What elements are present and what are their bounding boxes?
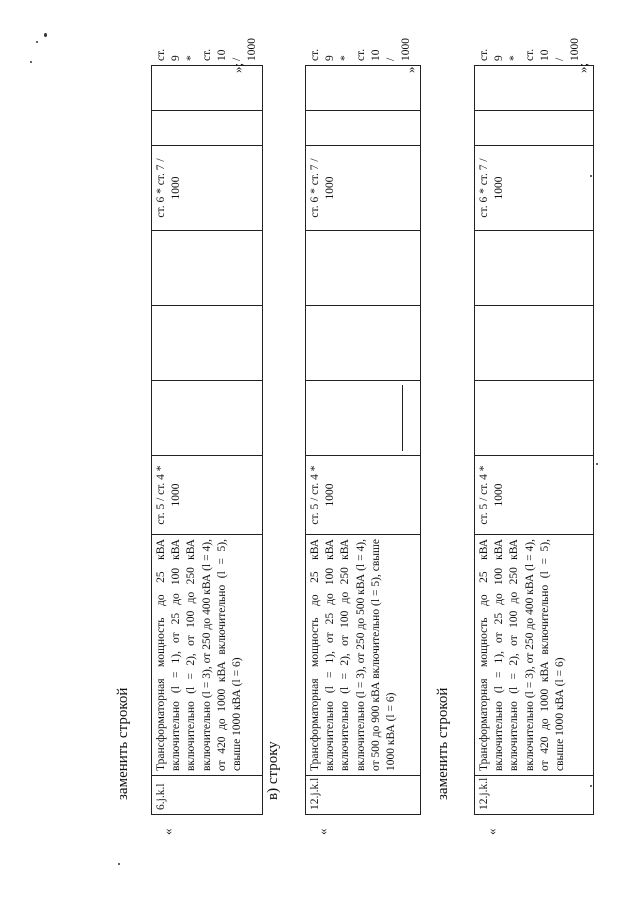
empty-cell [475, 381, 594, 456]
scan-speck [30, 61, 32, 63]
formula-cell: ст. 5 / ст. 4 * 1000 [475, 456, 594, 535]
table-row-2: 12.j.k.l Трансформаторная мощность до 25 кВА включительно (l = 1), от 25 до 100 кВА включительно (l = 2), от 100 до 250 кВА включительно (l = 3), от 250 до 500 кВА (l = 4), от 500 до 900 кВА включительно (l = 5), свыше 1000 кВА (l = 6) ст. 5 / ст. 4 * 1000 ст. 6 * ст. 7 / 1000 ст. 9 * ст. 10 / 1000 [305, 65, 421, 815]
split-cell [306, 381, 421, 456]
empty-cell [152, 231, 263, 306]
empty-cell [152, 111, 263, 146]
row-code: 6.j.k.l [152, 776, 263, 815]
scan-speck [44, 33, 47, 37]
quote-open-2: « [315, 828, 330, 835]
quote-open-1: « [160, 828, 175, 835]
formula-cell: ст. 5 / ст. 4 * 1000 [306, 456, 421, 535]
empty-cell [475, 231, 594, 306]
scan-speck [36, 41, 38, 43]
scan-speck [118, 863, 120, 865]
empty-cell [475, 111, 594, 146]
formula-cell: ст. 6 * ст. 7 / 1000 [475, 146, 594, 231]
empty-cell [152, 306, 263, 381]
row-description: Трансформаторная мощность до 25 кВА включительно (l = 1), от 25 до 100 кВА включительно (l = 2), от 100 до 250 кВА включительно (l = 3), от 250 до 400 кВА (l = 4), от 420 до 1000 кВА включительно (l = 5), свыше 1000 кВА (l = 6) [475, 535, 594, 776]
scan-speck [590, 785, 592, 787]
empty-cell [475, 306, 594, 381]
empty-cell [152, 381, 263, 456]
row-description: Трансформаторная мощность до 25 кВА включительно (l = 1), от 25 до 100 кВА включительно (l = 2), от 100 до 250 кВА включительно (l = 3), от 250 до 400 кВА (l = 4), от 420 до 1000 кВА включительно (l = 5), свыше 1000 кВА (l = 6) [152, 535, 263, 776]
caption-replace-1: заменить строкой [115, 687, 131, 800]
row-code: 12.j.k.l [306, 776, 421, 815]
row-code: 12.j.k.l [475, 776, 594, 815]
quote-open-3: « [484, 828, 499, 835]
quote-close-1: »; [230, 62, 245, 73]
caption-row-b: в) строку [265, 741, 281, 800]
caption-replace-2: заменить строкой [435, 687, 451, 800]
empty-cell [306, 306, 421, 381]
table-row-3: 12.j.k.l Трансформаторная мощность до 25 кВА включительно (l = 1), от 25 до 100 кВА включительно (l = 2), от 100 до 250 кВА включительно (l = 3), от 250 до 400 кВА (l = 4), от 420 до 1000 кВА включительно (l = 5), свыше 1000 кВА (l = 6) ст. 5 / ст. 4 * 1000 ст. 6 * ст. 7 / 1000 ст. 9 * ст. 10 / 1000 [474, 65, 594, 815]
table-row-1: 6.j.k.l Трансформаторная мощность до 25 кВА включительно (l = 1), от 25 до 100 кВА включительно (l = 2), от 100 до 250 кВА включительно (l = 3), от 250 до 400 кВА (l = 4), от 420 до 1000 кВА включительно (l = 5), свыше 1000 кВА (l = 6) ст. 5 / ст. 4 * 1000 ст. 6 * ст. 7 / 1000 ст. 9 * ст. 10 / 1000 [151, 65, 263, 815]
quote-close-2: » [403, 66, 418, 73]
scan-speck [590, 175, 592, 177]
formula-cell: ст. 6 * ст. 7 / 1000 [306, 146, 421, 231]
formula-cell: ст. 5 / ст. 4 * 1000 [152, 456, 263, 535]
empty-cell [306, 231, 421, 306]
empty-cell [306, 111, 421, 146]
formula-cell: ст. 6 * ст. 7 / 1000 [152, 146, 263, 231]
quote-close-3: »; [575, 62, 590, 73]
empty-cell [152, 66, 263, 111]
scan-speck [596, 463, 598, 465]
row-description: Трансформаторная мощность до 25 кВА включительно (l = 1), от 25 до 100 кВА включительно (l = 2), от 100 до 250 кВА включительно (l = 3), от 250 до 500 кВА (l = 4), от 500 до 900 кВА включительно (l = 5), свыше 1000 кВА (l = 6) [306, 535, 421, 776]
